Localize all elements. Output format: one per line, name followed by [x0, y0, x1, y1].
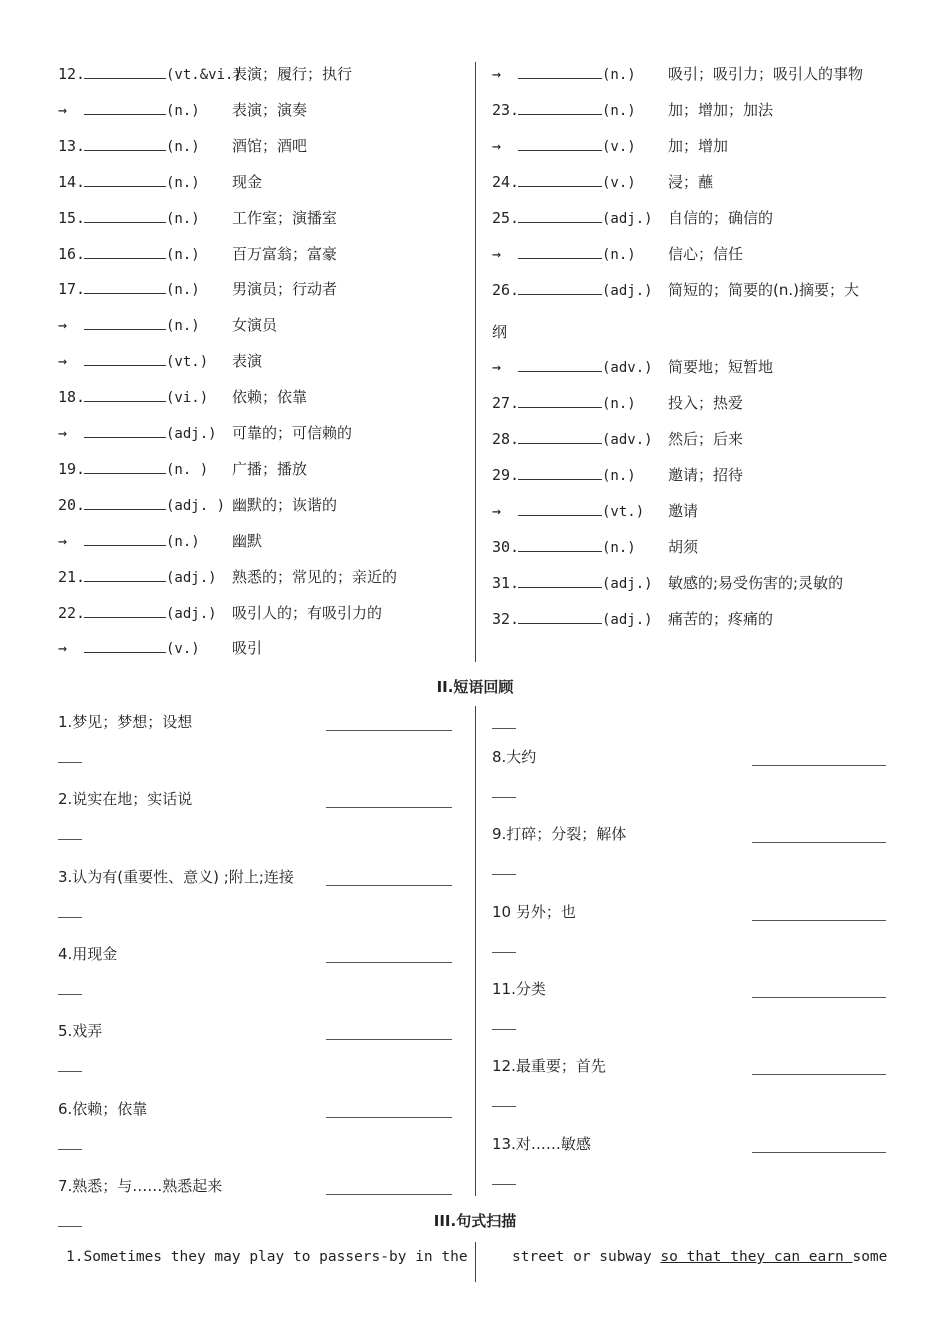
vocab-row — [58, 279, 337, 300]
phrase-prompt: 9.打碎；分裂；解体 — [492, 825, 627, 844]
answer-blank[interactable] — [326, 885, 452, 886]
vocab-row — [58, 387, 307, 408]
vocab-number: 18. — [58, 388, 86, 407]
answer-blank-continuation[interactable] — [492, 1029, 516, 1030]
vocab-meaning: 加；增加；加法 — [668, 101, 774, 119]
vocab-number: 21. — [58, 567, 86, 586]
vocab-pos: (adv.) — [602, 432, 653, 448]
vocab-meaning: 投入；热爱 — [668, 394, 744, 412]
vocab-row — [58, 208, 337, 229]
vocab-number: 14. — [58, 172, 86, 191]
vocab-pos: (adj.) — [602, 612, 653, 628]
vocab-pos: (n.) — [602, 103, 636, 119]
vocab-number: → — [58, 639, 68, 658]
vocab-meaning: 信心；信任 — [668, 245, 744, 263]
vocab-pos: (n.) — [166, 282, 200, 299]
vocab-row — [492, 244, 743, 265]
answer-blank[interactable] — [752, 1152, 886, 1153]
vocab-meaning: 广播；播放 — [232, 459, 308, 478]
answer-blank-continuation[interactable] — [492, 728, 516, 729]
vocab-meaning: 表演；演奏 — [232, 100, 308, 119]
answer-blank[interactable] — [326, 730, 452, 731]
vocab-row — [58, 351, 262, 372]
vocab-number: 23. — [492, 101, 520, 119]
vocab-pos: (n.) — [166, 246, 200, 263]
vocab-row — [492, 609, 773, 630]
vocab-pos: (adv.) — [602, 360, 653, 376]
vocab-number: 13. — [58, 136, 86, 155]
phrase-prompt: 6.依赖；依靠 — [58, 1099, 148, 1118]
vocab-meaning: 依赖；依靠 — [232, 388, 308, 407]
answer-blank-continuation[interactable] — [492, 874, 516, 875]
answer-blank[interactable] — [518, 100, 602, 115]
vocab-number: 19. — [58, 459, 86, 478]
vocab-row — [492, 136, 728, 157]
vocab-meaning: 敏感的;易受伤害的;灵敏的 — [668, 574, 844, 592]
answer-blank-continuation[interactable] — [58, 762, 82, 763]
answer-blank[interactable] — [84, 315, 166, 330]
vocab-pos: (adj.) — [166, 569, 217, 586]
phrase-prompt: 5.戏弄 — [58, 1022, 103, 1041]
answer-blank[interactable] — [84, 387, 166, 402]
vocab-number: 17. — [58, 280, 86, 299]
answer-blank[interactable] — [752, 920, 886, 921]
vocab-meaning: 幽默 — [232, 531, 263, 550]
vocab-pos: (v.) — [602, 139, 636, 155]
answer-blank-continuation[interactable] — [492, 952, 516, 953]
vocab-row — [492, 100, 773, 121]
vocab-meaning: 表演；履行；执行 — [232, 65, 353, 83]
answer-blank[interactable] — [518, 172, 602, 187]
answer-blank[interactable] — [518, 280, 602, 295]
answer-blank[interactable] — [518, 244, 602, 259]
vocab-row — [58, 531, 262, 552]
answer-blank[interactable] — [518, 465, 602, 480]
vocab-row — [492, 429, 743, 450]
vocab-number: → — [492, 358, 502, 376]
answer-blank[interactable] — [84, 244, 166, 259]
vocab-number: 12. — [58, 65, 86, 83]
vocab-row — [58, 495, 337, 516]
answer-blank-continuation[interactable] — [58, 839, 82, 840]
vocab-pos: (n. ) — [166, 461, 209, 478]
vocab-pos: (adj.) — [166, 426, 217, 442]
vocab-number: → — [58, 531, 68, 550]
vocab-row — [58, 603, 382, 624]
answer-blank[interactable] — [84, 603, 166, 618]
vocab-row — [492, 208, 773, 229]
vocab-row — [58, 315, 277, 336]
vocab-meaning: 幽默的；诙谐的 — [232, 495, 338, 514]
vocab-meaning: 女演员 — [232, 316, 278, 335]
vocab-pos: (vt.) — [166, 354, 209, 371]
vocab-row — [492, 393, 743, 414]
answer-blank[interactable] — [518, 537, 602, 552]
vocab-meaning: 男演员；行动者 — [232, 280, 338, 299]
vocab-pos: (n.) — [166, 533, 200, 550]
vocab-number: → — [492, 65, 502, 83]
vocab-meaning: 吸引 — [232, 639, 263, 658]
vocab-row — [58, 244, 337, 265]
vocab-number: → — [58, 100, 68, 119]
vocab-pos: (vi.) — [166, 390, 209, 407]
vocab-pos: (n.) — [166, 318, 200, 335]
phrase-prompt: 7.熟悉；与……熟悉起来 — [58, 1176, 223, 1195]
phrase-prompt: 3.认为有(重要性、意义) ;附上;连接 — [58, 867, 294, 886]
answer-blank[interactable] — [752, 842, 886, 843]
answer-blank-continuation[interactable] — [58, 1071, 82, 1072]
vocab-number: 25. — [492, 209, 520, 227]
answer-blank[interactable] — [518, 393, 602, 408]
vocab-pos: (adj.) — [602, 576, 653, 592]
phrase-prompt: 13.对……敏感 — [492, 1134, 591, 1153]
answer-blank[interactable] — [84, 638, 166, 653]
vocab-pos: (n.) — [602, 468, 636, 484]
vocab-number: 26. — [492, 281, 520, 299]
answer-blank-continuation[interactable] — [492, 797, 516, 798]
answer-blank[interactable] — [84, 208, 166, 223]
answer-blank-continuation[interactable] — [492, 1106, 516, 1107]
vocab-meaning: 酒馆；酒吧 — [232, 136, 308, 155]
answer-blank[interactable] — [84, 495, 166, 510]
vocab-row — [492, 501, 698, 522]
answer-blank-continuation[interactable] — [58, 994, 82, 995]
answer-blank[interactable] — [84, 64, 166, 79]
vocab-number: 27. — [492, 394, 520, 412]
vocab-row — [492, 322, 507, 342]
vocab-number: 29. — [492, 466, 520, 484]
vocab-meaning: 浸；蘸 — [668, 173, 714, 191]
vocab-meaning: 邀请 — [668, 502, 699, 520]
vocab-number: → — [492, 245, 502, 263]
phrase-prompt: 12.最重要；首先 — [492, 1057, 606, 1076]
answer-blank[interactable] — [326, 1039, 452, 1040]
vocab-meaning: 现金 — [232, 172, 263, 191]
vocab-number: → — [58, 352, 68, 371]
section-heading-sentences: III.句式扫描 — [433, 1212, 517, 1230]
vocab-pos: (n.) — [602, 396, 636, 412]
answer-blank[interactable] — [518, 573, 602, 588]
vocab-row — [58, 100, 307, 121]
answer-blank[interactable] — [518, 357, 602, 372]
answer-blank[interactable] — [752, 997, 886, 998]
vocab-pos: (vt.&vi.) — [166, 67, 242, 83]
answer-blank[interactable] — [518, 136, 602, 151]
answer-blank[interactable] — [518, 429, 602, 444]
answer-blank[interactable] — [84, 136, 166, 151]
vocab-number: → — [58, 424, 68, 442]
vocab-pos: (n.) — [166, 138, 200, 155]
phrase-prompt: 2.说实在地；实话说 — [58, 790, 193, 809]
vocab-meaning: 吸引；吸引力；吸引人的事物 — [668, 65, 864, 83]
vocab-meaning: 邀请；招待 — [668, 466, 744, 484]
vocab-pos: (v.) — [166, 641, 200, 658]
answer-blank[interactable] — [326, 1117, 452, 1118]
vocab-number: 28. — [492, 430, 520, 448]
vocab-pos: (adj.) — [602, 211, 653, 227]
vocab-row — [58, 459, 307, 480]
vocab-meaning: 熟悉的；常见的；亲近的 — [232, 567, 398, 586]
vocab-meaning: 纲 — [492, 323, 508, 341]
phrase-prompt: 4.用现金 — [58, 944, 118, 963]
phrase-prompt: 10 另外；也 — [492, 902, 576, 921]
vocab-row — [492, 573, 843, 594]
vocab-row — [58, 136, 307, 157]
vocab-row — [492, 64, 863, 85]
vocab-pos: (n.) — [166, 102, 200, 119]
answer-blank[interactable] — [84, 351, 166, 366]
vocab-row — [492, 172, 713, 193]
vocab-meaning: 加；增加 — [668, 137, 729, 155]
vocab-row — [58, 567, 397, 588]
vocab-number: → — [492, 137, 502, 155]
column-divider — [475, 1242, 476, 1282]
answer-blank[interactable] — [326, 962, 452, 963]
vocab-meaning: 自信的；确信的 — [668, 209, 774, 227]
vocab-number: 20. — [58, 495, 86, 514]
vocab-row — [58, 423, 352, 444]
vocab-number: → — [58, 316, 68, 335]
column-divider — [475, 62, 476, 662]
answer-blank[interactable] — [84, 172, 166, 187]
answer-blank[interactable] — [84, 459, 166, 474]
answer-blank[interactable] — [752, 765, 886, 766]
vocab-row — [492, 280, 859, 301]
answer-blank-continuation[interactable] — [492, 1184, 516, 1185]
answer-blank[interactable] — [326, 807, 452, 808]
sentence-right-start: street or subway — [512, 1249, 661, 1265]
vocab-pos: (n.) — [602, 247, 636, 263]
vocab-meaning: 工作室；演播室 — [232, 208, 338, 227]
vocab-row — [492, 357, 773, 378]
answer-blank[interactable] — [518, 501, 602, 516]
vocab-row — [492, 465, 743, 486]
vocab-meaning: 吸引人的；有吸引力的 — [232, 603, 383, 622]
sentence-right-end: some — [852, 1249, 888, 1265]
vocab-meaning: 然后；后来 — [668, 430, 744, 448]
vocab-pos: (n.) — [602, 540, 636, 556]
vocab-meaning: 百万富翁；富豪 — [232, 244, 338, 263]
vocab-pos: (adj.) — [602, 283, 653, 299]
vocab-row — [492, 537, 698, 558]
vocab-number: 16. — [58, 244, 86, 263]
vocab-number: 22. — [58, 603, 86, 622]
vocab-number: 30. — [492, 538, 520, 556]
answer-blank-continuation[interactable] — [58, 917, 82, 918]
answer-blank[interactable] — [518, 208, 602, 223]
vocab-meaning: 表演 — [232, 352, 263, 371]
vocab-meaning: 可靠的；可信赖的 — [232, 424, 353, 442]
vocab-pos: (n.) — [602, 67, 636, 83]
phrase-prompt: 11.分类 — [492, 979, 546, 998]
answer-blank[interactable] — [84, 567, 166, 582]
phrase-prompt: 8.大约 — [492, 748, 537, 766]
sentence-right-underlined: so that they can earn — [660, 1249, 853, 1265]
answer-blank[interactable] — [84, 423, 166, 438]
sentence-right — [512, 1247, 887, 1267]
answer-blank-continuation[interactable] — [58, 1149, 82, 1150]
vocab-row — [58, 638, 262, 659]
answer-blank[interactable] — [326, 1194, 452, 1195]
vocab-number: 31. — [492, 574, 520, 592]
vocab-pos: (vt.) — [602, 504, 645, 520]
vocab-number: 24. — [492, 173, 520, 191]
answer-blank[interactable] — [518, 64, 602, 79]
vocab-pos: (adj. ) — [166, 497, 226, 514]
answer-blank[interactable] — [84, 279, 166, 294]
vocab-row — [58, 172, 262, 193]
vocab-row — [58, 64, 352, 85]
answer-blank[interactable] — [518, 609, 602, 624]
vocab-pos: (v.) — [602, 175, 636, 191]
answer-blank[interactable] — [84, 100, 166, 115]
answer-blank[interactable] — [84, 531, 166, 546]
vocab-number: 32. — [492, 610, 520, 628]
section-heading-phrases: II.短语回顾 — [436, 678, 514, 696]
vocab-number: → — [492, 502, 502, 520]
answer-blank[interactable] — [752, 1074, 886, 1075]
vocab-meaning: 简短的；简要的(n.)摘要；大 — [668, 281, 859, 299]
phrase-prompt: 1.梦见；梦想；设想 — [58, 713, 193, 731]
vocab-meaning: 胡须 — [668, 538, 699, 556]
vocab-meaning: 痛苦的；疼痛的 — [668, 610, 774, 628]
vocab-meaning: 简要地；短暂地 — [668, 358, 774, 376]
vocab-pos: (adj.) — [166, 605, 217, 622]
vocab-pos: (n.) — [166, 210, 200, 227]
vocab-number: 15. — [58, 208, 86, 227]
sentence-left: 1.Sometimes they may play to passers-by in the — [66, 1249, 468, 1265]
column-divider — [475, 706, 476, 1196]
vocab-pos: (n.) — [166, 174, 200, 191]
